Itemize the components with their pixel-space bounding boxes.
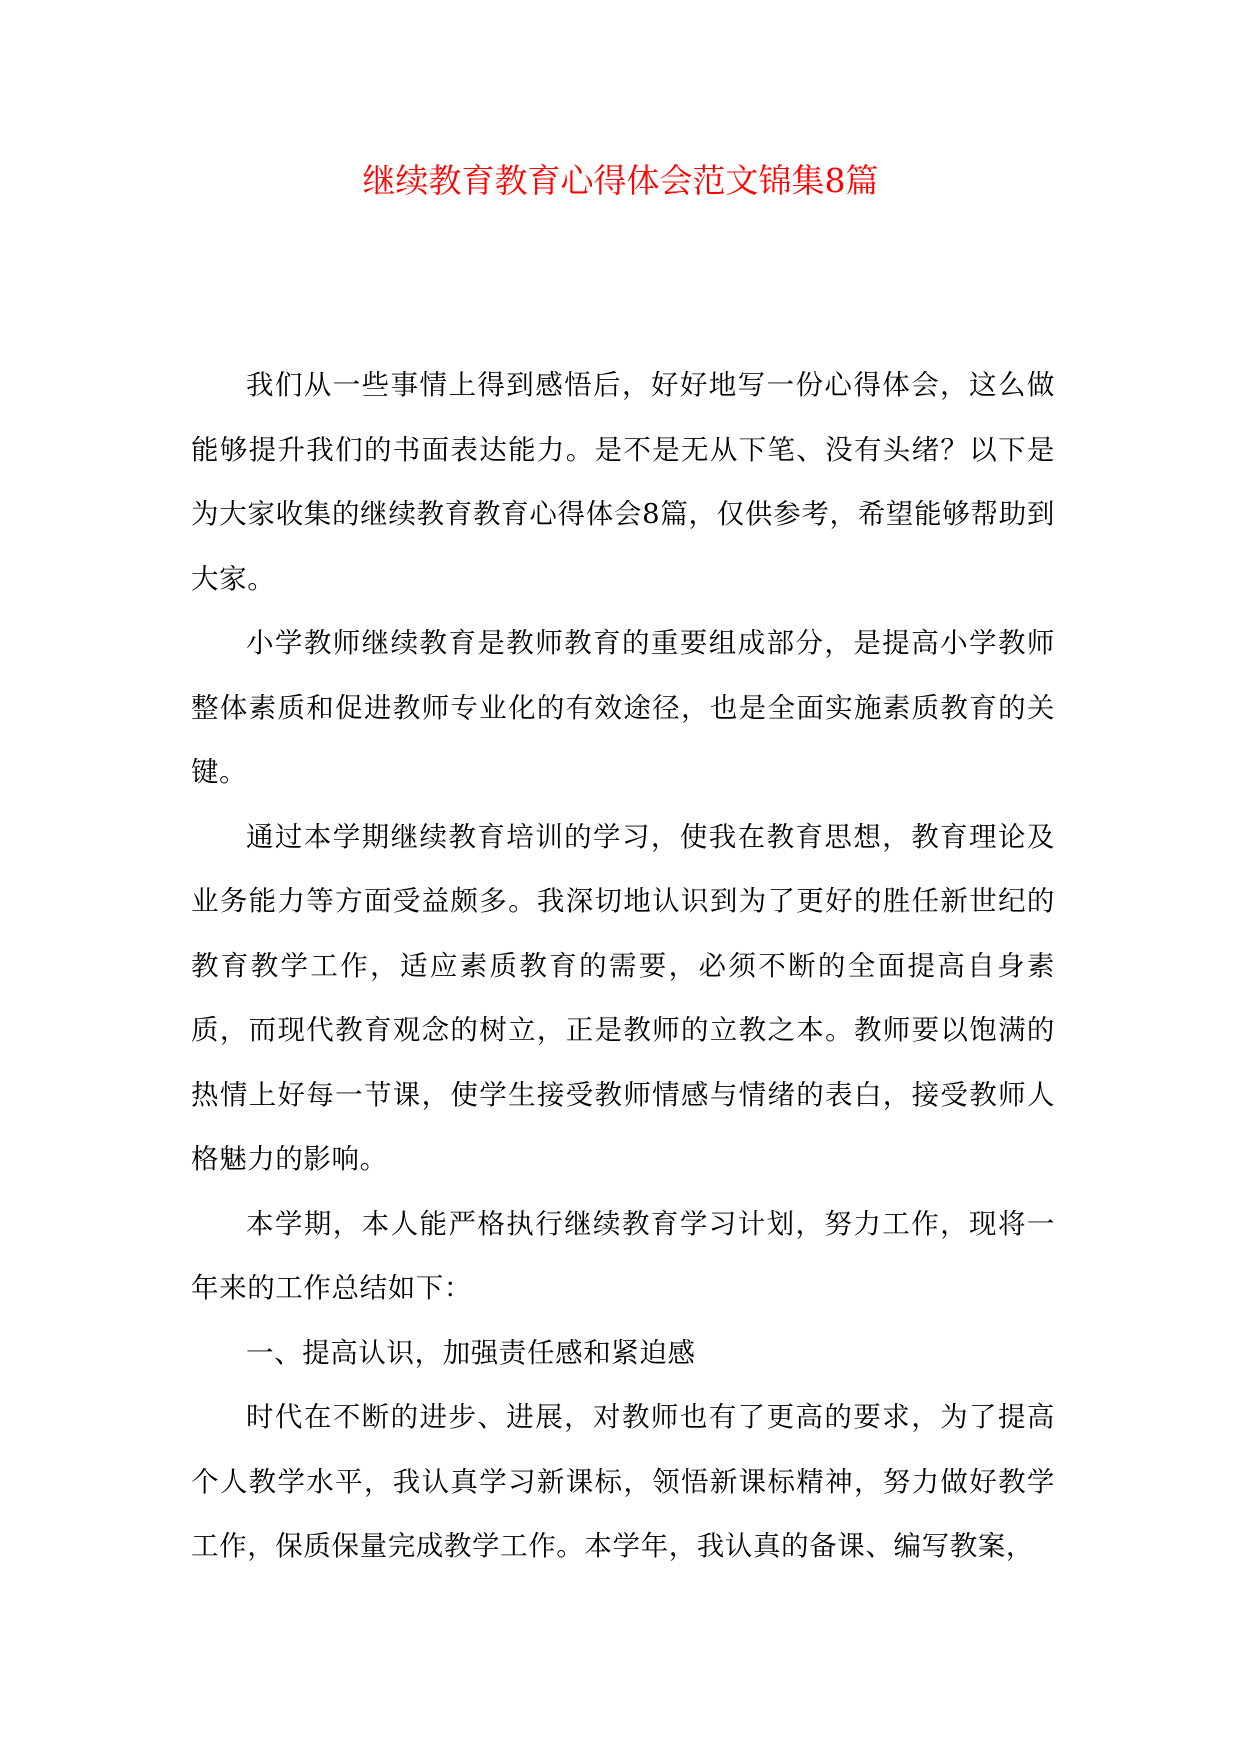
document-body [191, 353, 1055, 1579]
paragraph-intro: 我们从一些事情上得到感悟后，好好地写一份心得体会，这么做能够提升我们的书面表达能力。是不是无从下笔、没有头绪？以下是为大家收集的继续教育教育心得体会8篇，仅供参考，希望能够帮助到大家。 [191, 369, 1055, 595]
section-heading-1: 一、提高认识，加强责任感和紧迫感 [246, 1336, 696, 1369]
paragraph-teaching-work: 时代在不断的进步、进展，对教师也有了更高的要求，为了提高个人教学水平，我认真学习新课标，领悟新课标精神，努力做好教学工作，保质保量完成教学工作。本学年，我认真的备课、编写教案， [191, 1401, 1055, 1562]
paragraph-summary-intro: 本学期，本人能严格执行继续教育学习计划，努力工作，现将一年来的工作总结如下： [191, 1207, 1055, 1304]
paragraph-continuing-education: 小学教师继续教育是教师教育的重要组成部分，是提高小学教师整体素质和促进教师专业化的有效途径，也是全面实施素质教育的关键。 [191, 627, 1055, 788]
paragraph-training-benefits: 通过本学期继续教育培训的学习，使我在教育思想，教育理论及业务能力等方面受益颇多。我深切地认识到为了更好的胜任新世纪的教育教学工作，适应素质教育的需要，必须不断的全面提高自身素质，而现代教育观念的树立，正是教师的立教之本。教师要以饱满的热情上好每一节课，使学生接受教师情感与情绪的表白，接受教师人格魅力的影响。 [191, 820, 1055, 1175]
document-title: 继续教育教育心得体会范文锦集8篇 [362, 161, 879, 200]
